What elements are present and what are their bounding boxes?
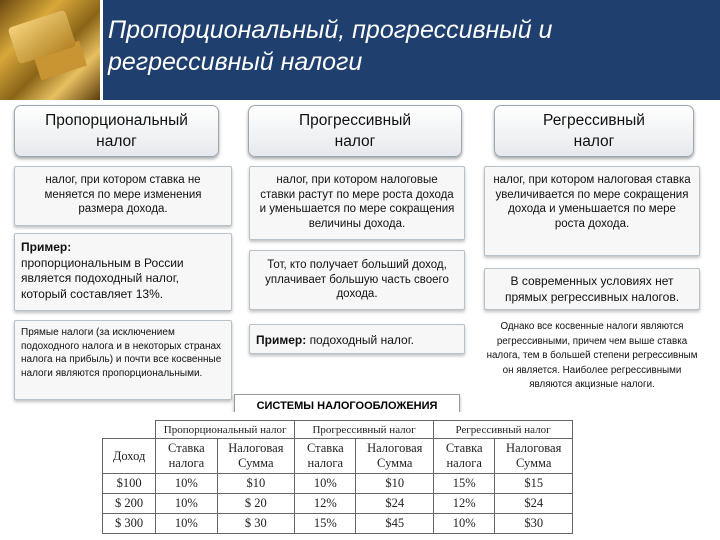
cell-value: 10% [156,514,217,534]
tab-progressive-line2: налог [334,133,376,150]
regressive-note: В современных условиях нет прямых регрессивных налогов. [484,268,700,310]
cell-value: $15 [495,474,573,494]
tab-regressive-line2: налог [573,133,615,150]
page-title [108,14,708,78]
cell-income: $ 200 [103,494,156,514]
cell-value: $ 30 [217,514,295,534]
tab-progressive [248,105,462,157]
cell-value: 10% [434,514,495,534]
header-income: Доход [103,439,156,474]
cell-value: 12% [434,494,495,514]
regressive-definition: налог, при котором налоговая ставка увеличивается по мере сокращения дохода и уменьшается по мере роста дохода. [484,166,700,256]
title-line-2: регрессивный налоги [108,48,363,76]
cell-value: $10 [356,474,434,494]
progressive-example-label: Пример: [256,333,307,347]
proportional-note: Прямые налоги (за исключением подоходного налога и в некоторых странах налога на прибыль) и почти все косвенные налоги являются пропорциональными. [14,320,232,400]
table-corner [103,421,156,439]
table-caption: СИСТЕМЫ НАЛОГООБЛОЖЕНИЯ [234,394,460,418]
header-sum-1: Налоговая Сумма [217,439,295,474]
title-line-1: Пропорциональный, прогрессивный и [108,16,553,44]
progressive-example-text: подоходный налог. [309,333,414,347]
group-regressive: Регрессивный налог [434,421,573,439]
header-divider [100,0,103,100]
proportional-example-label: Пример: [21,240,72,254]
cell-value: 10% [156,494,217,514]
header-rate-1: Ставка налога [156,439,217,474]
header-rate-2: Ставка налога [295,439,356,474]
table-row [103,514,573,534]
cell-value: $10 [217,474,295,494]
cell-value: 15% [434,474,495,494]
header-sum-3: Налоговая Сумма [495,439,573,474]
regressive-extra: Однако все косвенные налоги являются регрессивными, причем чем выше ставка налога, тем в большей степени регрессивным он является. Наиболее регрессивными являются акцизные налоги. [486,321,698,390]
gold-bars-image [0,0,100,100]
cell-value: $ 20 [217,494,295,514]
progressive-example [249,324,465,354]
tab-progressive-line1: Прогрессивный [298,112,412,129]
cell-value: $30 [495,514,573,534]
table-row [103,494,573,514]
proportional-definition: налог, при котором ставка не меняется по мере изменения размера дохода. [14,166,232,226]
cell-value: 10% [156,474,217,494]
tax-systems-table [102,420,573,534]
table-group-row [103,421,573,439]
proportional-example [14,233,232,311]
tax-systems-table-wrap [97,412,573,540]
tab-proportional-line2: налог [96,133,137,150]
group-progressive: Прогрессивный налог [295,421,434,439]
proportional-example-text: пропорциональным в России является подоходный налог, который составляет 13%. [21,255,184,301]
tab-regressive-line1: Регрессивный [543,112,645,129]
tab-proportional [14,105,219,157]
table-header-row [103,439,573,474]
progressive-definition: налог, при котором налоговые ставки растут по мере роста дохода и уменьшается по мере сокращения величины дохода. [249,166,465,240]
header-rate-3: Ставка налога [434,439,495,474]
cell-income: $100 [103,474,156,494]
cell-value: $45 [356,514,434,534]
cell-value: 10% [295,474,356,494]
cell-value: $24 [495,494,573,514]
tab-proportional-line1: Пропорциональный [45,112,188,129]
title-banner [0,0,720,100]
progressive-note: Тот, кто получает больший доход, уплачивает большую часть своего дохода. [249,250,465,310]
group-proportional: Пропорциональный налог [156,421,295,439]
cell-income: $ 300 [103,514,156,534]
tab-regressive [494,105,694,157]
cell-value: 12% [295,494,356,514]
table-row [103,474,573,494]
header-sum-2: Налоговая Сумма [356,439,434,474]
cell-value: 15% [295,514,356,534]
cell-value: $24 [356,494,434,514]
